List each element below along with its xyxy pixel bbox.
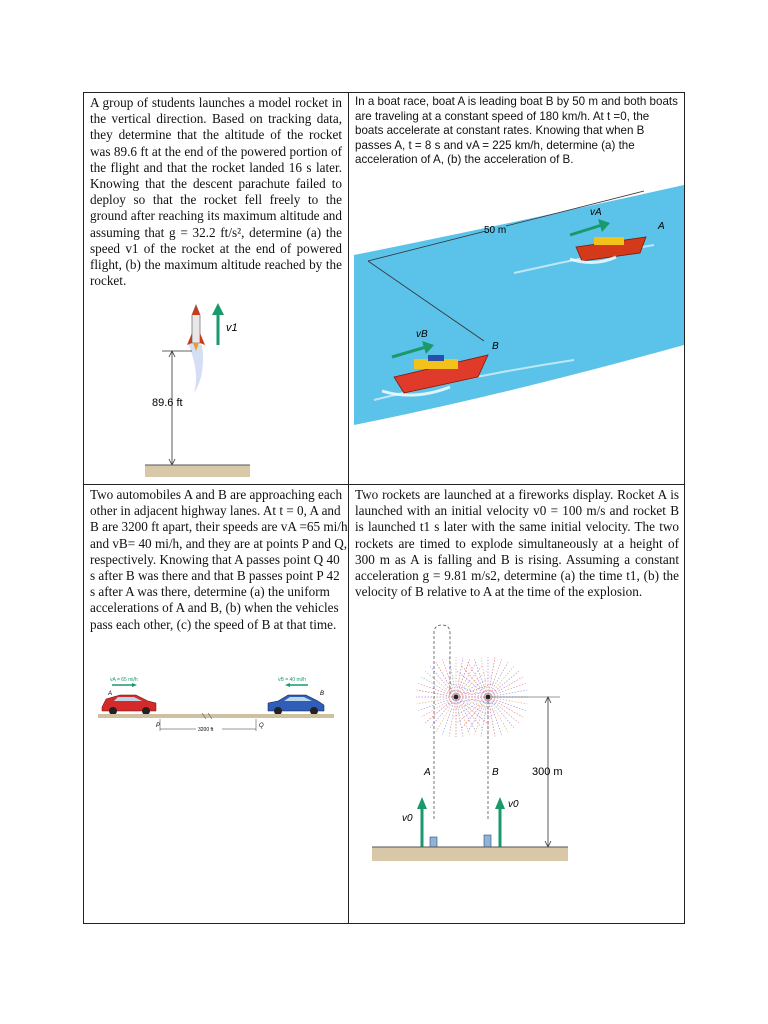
va-speed-label: vA = 65 mi/h bbox=[110, 677, 138, 683]
problem-text-automobiles: Two automobiles A and B are approaching each other in adjacent highway lanes. At t = 0, A and B are 3200 ft apart, their speeds are vA =65 mi/h and vB= 40 mi/h, and they are at points P and Q, respectively. Knowing that A passes point Q 40 s after B was there and that B passes point P 42 s after A was there, determine (a) the uniform accelerations of A and B, (b) when the vehicles pass each other, (c) the speed of B at that time. bbox=[90, 487, 348, 632]
firework-ray bbox=[425, 671, 456, 697]
firework-ray bbox=[456, 697, 482, 728]
firework-ray bbox=[462, 666, 488, 697]
firework-ray bbox=[488, 677, 523, 697]
firework-ray bbox=[456, 697, 487, 723]
firework-ray bbox=[457, 697, 488, 723]
problem-table bbox=[83, 92, 685, 924]
firework-ray bbox=[418, 683, 456, 697]
ground bbox=[145, 465, 250, 477]
firework-ray bbox=[488, 671, 519, 697]
exhaust-plume bbox=[188, 343, 203, 393]
firework-ray bbox=[456, 666, 482, 697]
vb-arrow-icon bbox=[285, 683, 290, 687]
firework-ray bbox=[425, 697, 456, 723]
problem-text-fireworks: Two rockets are launched at a fireworks display. Rocket A is launched with an initial velocity v0 = 100 m/s and rocket B is launched t1 s later with the same initial velocity. The two rockets are timed to explode simultaneously at a height of 300 m as A is falling and B is rising. Assuming a constant acceleration g = 9.81 m/s2, determine (a) the time t1, (b) the velocity of B relative to A at the time of the explosion. bbox=[355, 487, 679, 600]
vb-speed-label: vB = 40 mi/h bbox=[278, 677, 306, 683]
explosion-point-a bbox=[454, 695, 459, 700]
velocity-label: v1 bbox=[226, 322, 238, 334]
problem-text-boat-race: In a boat race, boat A is leading boat B by 50 m and both boats are traveling at a constant speed of 180 km/h. At t =0, the boats accelerate at constant rates. Knowing that when B passes A, t = 8 s and vA = 225 km/h, determine (a) the acceleration of A, (b) the acceleration of B. bbox=[355, 95, 678, 167]
arrow-head-icon bbox=[212, 303, 224, 315]
firework-ray bbox=[488, 662, 508, 697]
firework-ray bbox=[488, 697, 519, 723]
va-arrow-icon bbox=[132, 683, 137, 687]
road bbox=[98, 714, 334, 718]
firework-ray bbox=[456, 671, 487, 697]
firework-ray bbox=[457, 671, 488, 697]
distance-label: 3200 ft bbox=[198, 727, 214, 733]
firework-ray bbox=[421, 677, 456, 697]
height-label: 89.6 ft bbox=[152, 397, 183, 409]
firework-ray bbox=[488, 697, 514, 728]
launcher-b-icon bbox=[484, 835, 491, 847]
rocket-a-trajectory bbox=[434, 625, 450, 819]
v0-label-a: v0 bbox=[402, 813, 413, 824]
firework-ray bbox=[488, 666, 514, 697]
firework-ray bbox=[488, 697, 526, 711]
launcher-a-icon bbox=[430, 837, 437, 847]
firework-ray bbox=[488, 683, 526, 697]
firework-ray bbox=[421, 697, 456, 717]
firework-ray bbox=[488, 697, 523, 717]
firework-ray bbox=[418, 697, 456, 711]
ground bbox=[372, 847, 568, 861]
firework-ray bbox=[456, 659, 470, 697]
boat-a-label: A bbox=[658, 221, 665, 232]
firework-ray bbox=[488, 697, 508, 732]
rocket-a-label: A bbox=[424, 767, 431, 778]
automobiles-figure bbox=[98, 673, 334, 741]
firework-ray bbox=[474, 659, 488, 697]
arrow-head-icon bbox=[417, 797, 427, 809]
point-q-label: Q bbox=[259, 723, 264, 729]
height-label: 300 m bbox=[532, 766, 563, 778]
va-label: vA bbox=[590, 207, 602, 218]
boat-b-label: B bbox=[492, 341, 499, 352]
arrow-head-icon bbox=[495, 797, 505, 809]
row-divider bbox=[84, 484, 684, 485]
problem-text-rocket: A group of students launches a model rocket in the vertical direction. Based on tracking data, they determine that the altitude of the rocket was 89.6 ft at the end of the powered portion of the flight and that the rocket landed 16 s later. Knowing that the descent parachute failed to deploy so that the rocket fell freely to the ground after reaching its maximum altitude and assuming that g = 32.2 ft/s², determine (a) the speed v1 of the rocket at the end of powered flight, (b) the maximum altitude reached by the rocket. bbox=[90, 95, 342, 289]
fireworks-figure bbox=[372, 625, 582, 873]
firework-ray bbox=[474, 697, 488, 735]
firework-ray bbox=[488, 697, 502, 735]
model-rocket-figure bbox=[142, 303, 252, 483]
firework-ray bbox=[436, 662, 456, 697]
car-b-label: B bbox=[320, 691, 325, 697]
firework-ray bbox=[456, 697, 470, 735]
firework-ray bbox=[442, 697, 456, 735]
firework-ray bbox=[462, 697, 488, 728]
car-b-icon bbox=[268, 695, 324, 715]
point-p-label: P bbox=[156, 723, 161, 729]
boat-race-figure bbox=[354, 185, 684, 481]
firework-ray bbox=[488, 659, 502, 697]
rocket-b-label: B bbox=[492, 767, 499, 778]
distance-label: 50 m bbox=[484, 225, 507, 236]
car-a-label: A bbox=[108, 691, 113, 697]
firework-ray bbox=[436, 697, 456, 732]
firework-ray bbox=[442, 659, 456, 697]
column-divider bbox=[348, 93, 349, 923]
vb-label: vB bbox=[416, 329, 428, 340]
car-a-icon bbox=[102, 695, 156, 715]
explosion-point-b bbox=[486, 695, 491, 700]
v0-label-b: v0 bbox=[508, 799, 519, 810]
